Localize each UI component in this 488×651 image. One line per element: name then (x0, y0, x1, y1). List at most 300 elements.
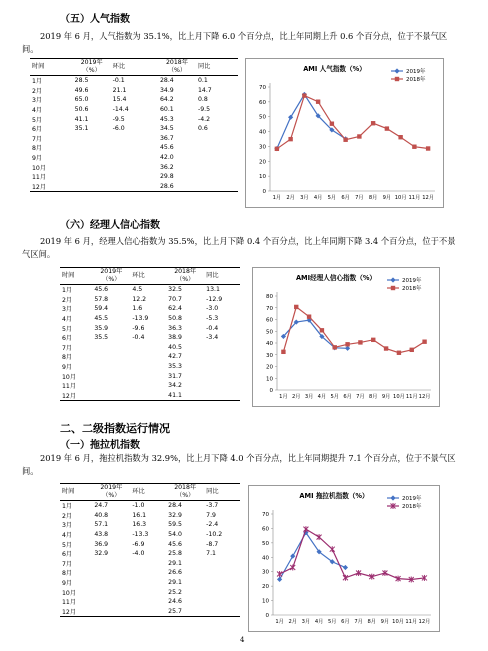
table-row (60, 371, 240, 381)
table-row (60, 568, 240, 578)
table-cell (111, 182, 158, 192)
table-cell: 40.8 (94, 511, 109, 519)
table-cell: 57.1 (94, 521, 109, 529)
y-tick-label: 0 (269, 388, 273, 394)
x-tick-label: 11月 (405, 619, 418, 625)
data-point (330, 121, 334, 125)
y-tick-label: 50 (262, 540, 269, 547)
table-cell: 11月 (32, 174, 47, 182)
column-header: 2019年（%） (100, 268, 123, 283)
table-row (60, 587, 240, 597)
table-cell: 29.8 (159, 173, 174, 181)
table-cell (73, 162, 111, 172)
chart-title: AMI 拖拉机指数（%） (299, 492, 369, 500)
table-row (60, 559, 240, 569)
x-tick-label: 11月 (408, 195, 421, 201)
x-tick-label: 11月 (405, 394, 418, 400)
table-cell: 29.1 (168, 559, 182, 567)
table-cell: 2月 (32, 87, 43, 95)
series-line (283, 307, 424, 353)
table-cell: 5月 (62, 541, 73, 549)
column-header: 同比 (197, 63, 211, 70)
line-chart (249, 486, 439, 631)
y-tick-label: 70 (259, 85, 266, 91)
table-cell: 11月 (62, 383, 77, 391)
table-row (30, 76, 238, 86)
data-point (320, 328, 324, 332)
data-point (412, 145, 416, 149)
table-cell: 40.5 (168, 343, 182, 351)
table-cell: -13.3 (132, 531, 149, 539)
table-cell: 32.5 (168, 286, 182, 294)
table-cell (130, 371, 166, 381)
x-tick-label: 2月 (286, 195, 295, 201)
table-header-row (30, 59, 238, 76)
table-cell (130, 568, 166, 578)
x-tick-label: 12月 (418, 394, 431, 400)
x-tick-label: 8月 (368, 195, 378, 201)
table-cell: -0.4 (206, 324, 219, 332)
column-header: 同比 (206, 272, 219, 279)
column-header: 环比 (132, 272, 145, 279)
data-point (397, 351, 401, 355)
table-cell: 28.6 (159, 182, 174, 190)
x-tick-label: 12月 (418, 619, 431, 625)
x-tick-label: 6月 (341, 619, 350, 625)
data-point (410, 348, 414, 352)
table-cell (111, 172, 158, 182)
chapter-title: 二、二级指数运行情况 (60, 422, 170, 435)
y-tick-label: 40 (262, 555, 269, 562)
table-cell: 70.7 (168, 295, 182, 303)
legend-label: 2018年 (406, 77, 426, 83)
table-cell (196, 172, 238, 182)
table-cell: 4.5 (132, 286, 143, 294)
table-cell: -4.2 (197, 115, 211, 123)
x-tick-label: 2月 (288, 619, 297, 625)
table-cell: 65.0 (74, 96, 89, 104)
table-cell: 2月 (62, 512, 73, 520)
table-cell (204, 607, 240, 617)
x-tick-label: 2月 (292, 394, 301, 400)
table-cell: 15.4 (112, 96, 127, 104)
data-point (303, 526, 308, 532)
table-row (30, 86, 238, 96)
x-tick-label: 1月 (275, 619, 284, 625)
table-cell: 28.4 (159, 77, 174, 85)
table-row (60, 530, 240, 540)
data-point (385, 126, 389, 130)
table-cell (196, 143, 238, 153)
x-tick-label: 8月 (369, 394, 378, 400)
table-cell: 9月 (62, 580, 73, 588)
table-cell: 7月 (62, 560, 73, 568)
table-cell: 45.6 (168, 540, 182, 548)
table-cell: 9月 (32, 155, 43, 163)
data-point (371, 121, 375, 125)
table-row (30, 95, 238, 105)
page-number: 4 (240, 636, 245, 644)
table-cell: 34.2 (168, 382, 182, 390)
table-row (60, 352, 240, 362)
table-cell: -6.9 (132, 540, 145, 548)
data-point (281, 350, 285, 354)
chart-frame (252, 267, 440, 407)
table-cell (130, 343, 166, 353)
data-point (357, 134, 361, 138)
table-cell (130, 597, 166, 607)
table-cell: 13.1 (206, 286, 220, 294)
table-cell: 50.8 (168, 315, 182, 323)
column-header: 2018年（%） (166, 59, 188, 74)
table-cell (130, 559, 166, 569)
table-row (60, 597, 240, 607)
table-cell: 10月 (62, 589, 77, 597)
table-cell: 8月 (62, 570, 73, 578)
series-line (283, 320, 347, 348)
table-cell: 59.4 (94, 305, 109, 313)
table-row (60, 578, 240, 588)
table-cell: 24.7 (94, 502, 109, 510)
y-tick-label: 20 (266, 364, 273, 371)
table-cell: 35.1 (74, 125, 89, 133)
y-tick-label: 60 (262, 526, 269, 533)
data-table (60, 267, 240, 401)
table-cell: 7.1 (206, 550, 216, 558)
table-cell (73, 172, 111, 182)
table-cell: -3.4 (206, 334, 219, 342)
table-cell: 9月 (62, 364, 73, 372)
table-row (60, 607, 240, 617)
x-tick-label: 6月 (341, 195, 350, 201)
table-cell (73, 182, 111, 192)
data-point (343, 138, 347, 142)
table-cell (92, 597, 130, 607)
data-point (398, 135, 402, 139)
data-point (330, 546, 335, 552)
table-cell (92, 371, 130, 381)
table-cell (130, 587, 166, 597)
table-cell: 6月 (32, 126, 43, 134)
table-cell: 42.7 (168, 353, 182, 361)
section-paragraph: 2019 年 6 月，拖拉机指数为 32.9%，比上月下降 4.0 个百分点，比上年同期提升 7.1 个百分点，位于不景气区间。 (22, 453, 456, 476)
table-cell: 1月 (62, 287, 73, 295)
table-cell: -14.4 (112, 106, 129, 114)
y-tick-label: 60 (259, 99, 266, 106)
data-point (371, 338, 375, 342)
table-cell (111, 143, 158, 153)
y-tick-label: 30 (262, 569, 269, 576)
table-cell (111, 153, 158, 163)
data-point (290, 565, 295, 571)
table-cell: 34.5 (159, 125, 174, 133)
table-cell: 25.2 (168, 588, 182, 596)
table-cell (92, 587, 130, 597)
table-cell: 28.5 (74, 77, 89, 85)
y-tick-label: 10 (259, 174, 266, 181)
table-cell (92, 578, 130, 588)
y-tick-label: 40 (259, 129, 266, 136)
table-cell (73, 143, 111, 153)
x-tick-label: 3月 (304, 394, 314, 400)
table-row (30, 134, 238, 144)
table-row (60, 362, 240, 372)
table-cell: 0.6 (197, 125, 208, 133)
data-point (390, 277, 395, 282)
chart-title: AMI经理人信心指数（%） (295, 274, 377, 282)
table-cell: -10.2 (206, 531, 223, 539)
table-cell: 10月 (32, 164, 47, 172)
table-cell (130, 391, 166, 401)
table-cell (92, 352, 130, 362)
table-row (60, 549, 240, 559)
table-cell: 41.1 (74, 115, 89, 123)
series-line (280, 529, 425, 579)
data-point (426, 146, 430, 150)
y-tick-label: 70 (262, 512, 269, 518)
x-tick-label: 3月 (301, 619, 311, 625)
table-header-row (60, 484, 240, 501)
table-header-row (60, 268, 240, 285)
table-cell: 12月 (62, 392, 77, 400)
table-cell (204, 352, 240, 362)
table-cell: 35.5 (94, 334, 109, 342)
column-header: 时间 (32, 63, 45, 70)
x-tick-label: 4月 (313, 195, 323, 201)
data-table (30, 58, 238, 192)
data-point (343, 565, 348, 570)
table-cell: 36.3 (168, 324, 182, 332)
table-cell: 57.8 (94, 295, 109, 303)
table-cell: 6月 (62, 551, 73, 559)
table-cell (204, 381, 240, 391)
table-cell: 4月 (62, 532, 73, 540)
table-cell: -0.4 (132, 334, 145, 342)
table-cell: 54.0 (168, 531, 182, 539)
table-cell: -12.9 (206, 295, 223, 303)
y-tick-label: 60 (266, 317, 273, 324)
data-point (277, 571, 282, 577)
y-tick-label: 20 (262, 584, 269, 591)
legend-label: 2018年 (402, 286, 422, 292)
data-point (358, 340, 362, 344)
table-cell: 59.5 (168, 521, 182, 529)
table-cell (204, 343, 240, 353)
table-cell: -1.0 (132, 502, 145, 510)
series-line (277, 94, 346, 148)
table-cell: 11月 (62, 599, 77, 607)
table-cell: 5月 (32, 116, 43, 124)
x-tick-label: 9月 (380, 619, 390, 625)
section-heading: （五）人气指数 (60, 14, 130, 25)
line-chart (253, 268, 439, 406)
table-cell: 60.1 (159, 106, 174, 114)
table-row (60, 391, 240, 401)
table-cell: 0.8 (197, 96, 208, 104)
table-cell: 1.6 (132, 305, 143, 313)
x-tick-label: 6月 (343, 394, 352, 400)
table-cell: 5月 (62, 325, 73, 333)
table-row (60, 323, 240, 333)
table-row (30, 124, 238, 134)
section-heading: （一）拖拉机指数 (60, 440, 140, 451)
table-row (60, 520, 240, 530)
table-cell: -3.0 (206, 305, 219, 313)
x-tick-label: 1月 (279, 394, 288, 400)
x-tick-label: 3月 (300, 195, 309, 201)
x-tick-label: 1月 (272, 195, 282, 201)
table-cell: 12.2 (132, 295, 147, 303)
table-cell: 3月 (62, 522, 73, 530)
data-point (316, 100, 320, 104)
table-cell (73, 153, 111, 163)
table-cell: 64.2 (159, 96, 174, 104)
table-cell: -4.0 (132, 550, 145, 558)
table-row (30, 153, 238, 163)
data-point (345, 342, 349, 346)
x-tick-label: 5月 (328, 619, 337, 625)
table-cell (204, 597, 240, 607)
table-row (30, 172, 238, 182)
x-tick-label: 8月 (367, 619, 376, 625)
x-tick-label: 9月 (382, 195, 392, 201)
column-header: 2019年（%） (100, 484, 123, 499)
table-cell: 45.6 (159, 144, 174, 152)
table-row (60, 295, 240, 305)
x-tick-label: 9月 (381, 394, 391, 400)
table-row (60, 333, 240, 343)
table-cell: 42.0 (159, 154, 174, 162)
y-tick-label: 0 (262, 189, 266, 195)
table-cell: 45.6 (94, 286, 109, 294)
table-cell: -9.6 (132, 324, 145, 332)
y-tick-label: 10 (262, 598, 269, 605)
table-cell: 49.6 (74, 86, 89, 94)
table-cell: 16.3 (132, 521, 147, 529)
table-cell: 8月 (62, 354, 73, 362)
legend-label: 2019年 (402, 278, 422, 284)
x-tick-label: 7月 (356, 394, 365, 400)
y-tick-label: 50 (266, 329, 273, 336)
column-header: 时间 (62, 272, 75, 279)
table-row (60, 511, 240, 521)
table-cell: -6.0 (112, 125, 125, 133)
y-tick-label: 20 (259, 159, 266, 166)
data-point (394, 68, 399, 73)
table-cell (92, 381, 130, 391)
x-tick-label: 4月 (314, 619, 324, 625)
data-point (422, 340, 426, 344)
table-cell (92, 362, 130, 372)
section-paragraph: 2019 年 6 月，经理人信心指数为 35.5%，比上月下降 0.4 个百分点，比上年同期下降 3.4 个百分点，位于不景气区间。 (22, 236, 456, 259)
table-cell: 41.1 (168, 391, 182, 399)
data-point (391, 286, 395, 290)
table-cell: 4月 (62, 316, 73, 324)
column-header: 2018年（%） (174, 484, 197, 499)
table-cell (111, 134, 158, 144)
table-row (60, 285, 240, 295)
column-header: 环比 (112, 63, 126, 70)
table-cell: -9.5 (112, 115, 125, 123)
table-cell: 29.1 (168, 579, 182, 587)
table-cell: 50.6 (74, 106, 89, 114)
section-heading: （六）经理人信心指数 (60, 220, 160, 231)
table-cell (204, 578, 240, 588)
table-cell: 35.3 (168, 363, 182, 371)
column-header: 2018年（%） (174, 268, 197, 283)
column-header: 环比 (132, 488, 145, 495)
table-cell: 8月 (32, 145, 43, 153)
table-cell (73, 134, 111, 144)
table-cell (204, 568, 240, 578)
data-point (317, 534, 322, 540)
chart-frame (248, 485, 440, 632)
table-cell (92, 391, 130, 401)
y-tick-label: 50 (259, 114, 266, 121)
table-cell: 36.9 (94, 540, 109, 548)
data-point (277, 577, 282, 582)
table-cell: 12月 (62, 608, 77, 616)
table-cell: 14.7 (197, 86, 212, 94)
table-cell (92, 568, 130, 578)
table-cell: -13.9 (132, 315, 149, 323)
data-point (390, 495, 395, 500)
table-cell (130, 381, 166, 391)
section-paragraph: 2019 年 6 月，人气指数为 35.1%，比上月下降 6.0 个百分点，比上年同期上升 0.6 个百分点，位于不景气区间。 (22, 31, 448, 54)
table-cell: 28.4 (168, 502, 182, 510)
table-cell: 7月 (62, 344, 73, 352)
table-cell: 10月 (62, 373, 77, 381)
data-point (288, 137, 292, 141)
table-row (60, 314, 240, 324)
table-cell: -0.1 (112, 77, 125, 85)
data-point (290, 554, 295, 559)
table-cell: 1月 (62, 503, 73, 511)
y-tick-label: 30 (266, 352, 273, 359)
legend-label: 2018年 (402, 504, 422, 510)
y-tick-label: 30 (259, 144, 266, 151)
table-row (60, 381, 240, 391)
table-cell: 35.9 (94, 324, 109, 332)
table-cell: 7月 (32, 135, 43, 143)
y-tick-label: 80 (266, 294, 273, 300)
table-cell: 38.9 (168, 334, 182, 342)
table-cell: 2月 (62, 296, 73, 304)
table-row (30, 114, 238, 124)
table-cell: 6月 (62, 335, 73, 343)
table-row (60, 501, 240, 511)
table-cell: 43.8 (94, 531, 109, 539)
table-row (30, 143, 238, 153)
table-row (60, 539, 240, 549)
line-chart (246, 59, 443, 207)
table-cell (204, 371, 240, 381)
table-cell (130, 362, 166, 372)
data-point (288, 115, 293, 120)
table-cell (196, 153, 238, 163)
x-tick-label: 12月 (422, 195, 435, 201)
table-cell: 0.1 (197, 77, 208, 85)
table-cell: 3月 (62, 306, 73, 314)
table-cell: 34.9 (159, 86, 174, 94)
data-point (275, 147, 279, 151)
table-cell: 45.3 (159, 115, 174, 123)
table-cell: 16.1 (132, 511, 147, 519)
y-tick-label: 10 (266, 376, 273, 383)
x-tick-label: 4月 (317, 394, 327, 400)
table-cell (196, 134, 238, 144)
x-tick-label: 10月 (392, 619, 404, 625)
